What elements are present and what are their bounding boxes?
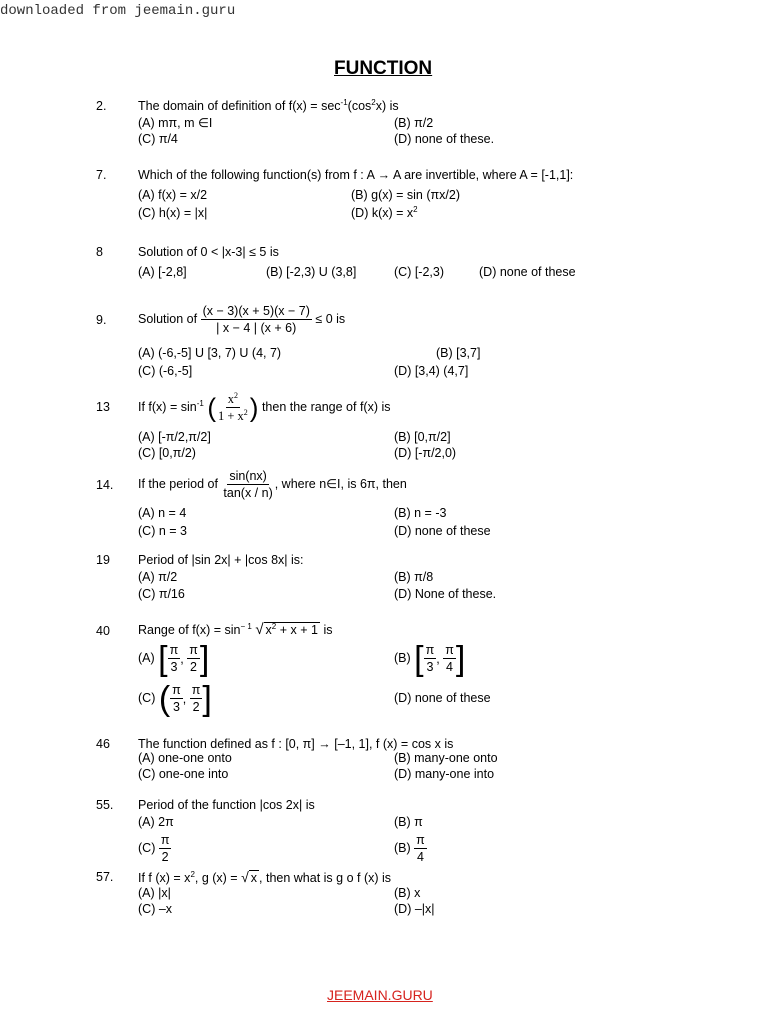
option-d: (D) None of these. — [394, 587, 497, 601]
option-b: (B) n = -3 — [394, 506, 447, 520]
option-c: (C) π/16 — [138, 587, 185, 601]
question-stem: If the period of $\frac{\sin(nx)}{\tan(x / n)}$ , where n∈I, is 6π, then — [138, 469, 407, 501]
question-number: 7. — [96, 168, 107, 182]
option-c: (C) ( $\frac{\pi}{3}$ , $\frac{\pi}{2}$ ] — [138, 679, 212, 718]
question-stem: Range of $f(x) = \sin^{- 1}$ √ $x^2 + x + 1$ is — [138, 621, 333, 638]
question-stem: If f $(x) = x^2$, g (x) = √ x , then what is g o f (x) is — [138, 869, 392, 885]
fraction: $\frac{(x - 3)(x + 5)(x - 7)}{| x - 4 | (x + 6)}$ — [202, 304, 310, 336]
source-watermark: downloaded from jeemain.guru — [0, 3, 236, 19]
option-d: (D) none of these. — [394, 132, 495, 146]
question-number: 40 — [96, 624, 110, 638]
option-b: (B) π/2 — [394, 116, 434, 130]
option-a: (A) [-π/2,π/2] — [138, 430, 211, 444]
option-a: (A) (-6,-5] U [3, 7) U (4, 7) — [138, 346, 282, 360]
option-c: (C) $\frac{\pi}{2}$ — [138, 833, 170, 865]
question-stem: Period of |sin 2x| + |cos 8x| is: — [138, 553, 304, 567]
question-stem: The function defined as f : [0, π] → [–1, 1], f (x) = cos x is — [138, 737, 454, 751]
option-b: (B) [0,π/2] — [394, 430, 451, 444]
option-d: (D) none of these — [479, 265, 576, 279]
option-d: (D) [-π/2,0) — [394, 446, 457, 460]
option-d: (D) $k(x) = x^2$ — [351, 204, 418, 220]
option-d: (D) [3,4) (4,7] — [394, 364, 469, 378]
question-stem: Period of the function |cos 2x| is — [138, 798, 315, 812]
question-number: 13 — [96, 400, 110, 414]
option-c: (C) h(x) = |x| — [138, 206, 208, 220]
question-number: 14. — [96, 478, 114, 492]
option-b: (B) π — [394, 815, 423, 829]
question-number: 19 — [96, 553, 110, 567]
option-c: (C) [-2,3) — [394, 265, 444, 279]
option-c: (C) –x — [138, 902, 173, 916]
option-b: (B) x — [394, 886, 421, 900]
option-b: (B) [ $\frac{\pi}{3}$ , $\frac{\pi}{4}$ ] — [394, 639, 466, 678]
option-a: (A) 2π — [138, 815, 174, 829]
option-b: (B) [-2,3) U (3,8] — [266, 265, 357, 279]
option-a: (A) n = 4 — [138, 506, 187, 520]
option-d: (B) $\frac{\pi}{4}$ — [394, 833, 425, 865]
option-a: (A) f(x) = x/2 — [138, 188, 208, 202]
option-a: (A) |x| — [138, 886, 171, 900]
option-c: (C) π/4 — [138, 132, 178, 146]
fraction: $\frac{x^2}{1 + x^2}$ — [217, 391, 248, 424]
option-d: (D) –|x| — [394, 902, 435, 916]
option-b: (B) many-one onto — [394, 751, 498, 765]
option-a: (A) [ $\frac{\pi}{3}$ , $\frac{\pi}{2}$ ] — [138, 639, 210, 678]
question-stem: Solution of $\frac{(x - 3)(x + 5)(x - 7)}{| x - 4 | (x + 6)}$ ≤ 0 is — [138, 304, 346, 336]
option-d: (D) none of these — [394, 524, 491, 538]
question-number: 46 — [96, 737, 110, 751]
option-a: (A) π/2 — [138, 570, 178, 584]
sqrt-expression: $x^2 + x + 1$ — [265, 621, 318, 637]
option-a: (A) [-2,8] — [138, 265, 187, 279]
option-b: (B) g(x) = sin (πx/2) — [351, 188, 460, 202]
question-number: 9. — [96, 313, 107, 327]
option-b: (B) [3,7] — [436, 346, 481, 360]
question-number: 2. — [96, 99, 107, 113]
question-number: 55. — [96, 798, 114, 812]
page-title: FUNCTION — [334, 58, 433, 79]
question-stem: The domain of definition of $f(x) = \sec^{-1}(\cos^2x)$ is — [138, 97, 399, 113]
option-d: (D) many-one into — [394, 767, 495, 781]
option-c: (C) one-one into — [138, 767, 229, 781]
option-a: (A) mπ, m ∈I — [138, 116, 213, 130]
question-stem: Solution of 0 < |x-3| ≤ 5 is — [138, 245, 279, 259]
question-stem: If $f(x) = \sin^{-1}$ ( $\frac{x^2}{1 + x^2}$ ) then the range of f(x) is — [138, 391, 391, 424]
option-d: (D) none of these — [394, 691, 491, 705]
option-b: (B) π/8 — [394, 570, 434, 584]
question-number: 8 — [96, 245, 103, 259]
question-number: 57. — [96, 870, 114, 884]
footer-link[interactable]: JEEMAIN.GURU — [327, 987, 433, 1003]
fraction: $\frac{\sin(nx)}{\tan(x / n)}$ — [223, 469, 273, 501]
question-stem: Which of the following function(s) from f : A → A are invertible, where A = [-1,1]: — [138, 168, 574, 182]
option-a: (A) one-one onto — [138, 751, 232, 765]
option-c: (C) [0,π/2) — [138, 446, 196, 460]
option-c: (C) n = 3 — [138, 524, 187, 538]
option-c: (C) (-6,-5] — [138, 364, 193, 378]
